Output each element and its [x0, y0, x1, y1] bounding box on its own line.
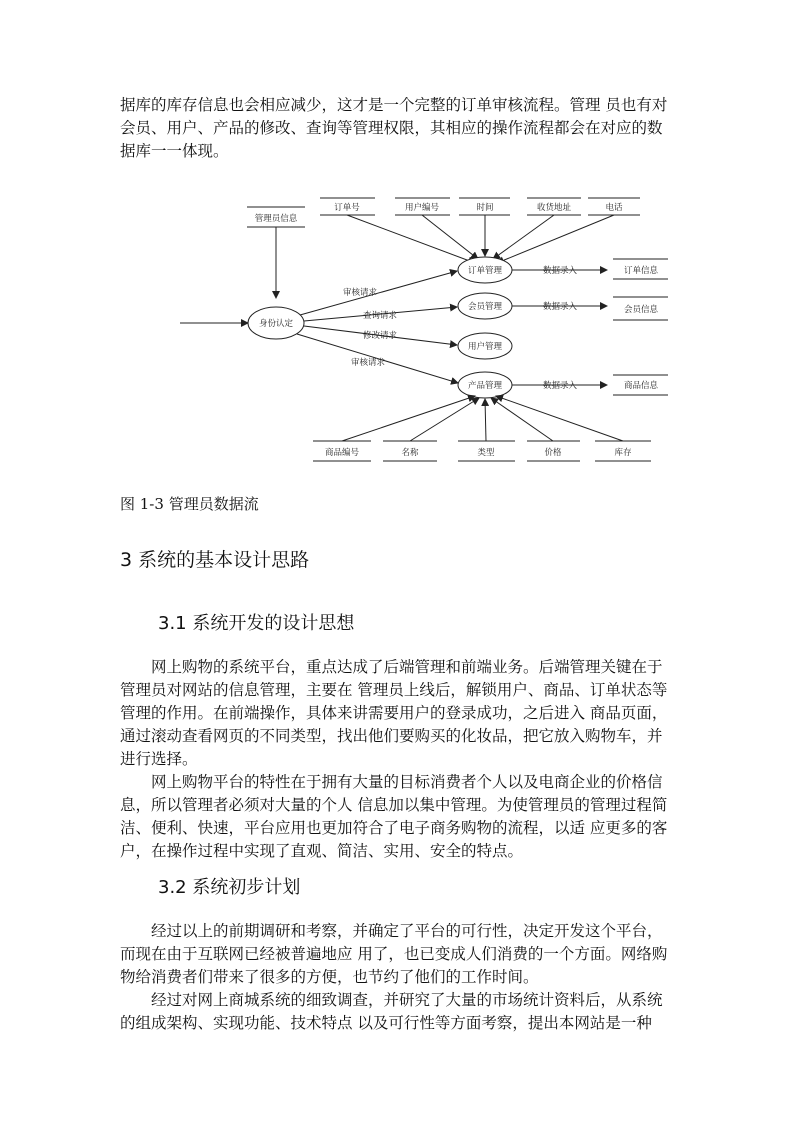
store-order-info — [613, 259, 668, 279]
flow-label-modify: 修改请求 — [363, 331, 398, 341]
entry-label-product: 数据录入 — [543, 381, 578, 391]
top-field-label: 用户编号 — [404, 203, 440, 213]
subsection-3-1-body — [120, 656, 675, 863]
bottom-field-price — [527, 441, 580, 461]
top-field-label: 收货地址 — [536, 203, 572, 213]
top-field-label: 时间 — [476, 203, 494, 213]
paragraph: 经过对网上商城系统的细致调查，并研究了大量的市场统计资料后，从系统的组成架构、实现功能、技术特点 以及可行性等方面考察，提出本网站是一种 — [120, 991, 663, 1032]
admin-data-flow-diagram — [175, 185, 675, 475]
paragraph: 网上购物的系统平台，重点达成了后端管理和前端业务。后端管理关键在于管理员对网站的信息管理，主要在 管理员上线后，解锁用户、商品、订单状态等管理的作用。在前端操作，具体来讲需要用户的登录成功，之后进入 商品页面，通过滚动查看网页的不同类型，找出他们要购买的化妆品，把它放入购物车，并进行选择。 — [120, 658, 668, 768]
process-order-management — [458, 257, 512, 283]
process-label: 用户管理 — [467, 342, 503, 352]
paragraph: 网上购物平台的特性在于拥有大量的目标消费者个人以及电商企业的价格信息，所以管理者必须对大量的个人 信息加以集中管理。为使管理员的管理过程简洁、便利、快速，平台应用也更加符合了电子商务购物的流程，以适 应更多的客户，在操作过程中实现了直观、简洁、实用、安全的特点。 — [120, 773, 668, 860]
store-product-info — [613, 375, 668, 395]
flow-label-review-1: 审核请求 — [343, 288, 378, 298]
store-member-info — [613, 297, 668, 320]
store-label: 商品信息 — [623, 381, 659, 391]
auth-label: 身份认定 — [258, 319, 294, 329]
store-label: 订单信息 — [623, 266, 659, 276]
bottom-field-label: 商品编号 — [324, 448, 360, 458]
bottom-field-product-no — [313, 441, 371, 461]
admin-info-label: 管理员信息 — [254, 214, 298, 224]
process-label: 产品管理 — [467, 381, 503, 391]
bottom-field-label: 价格 — [544, 448, 562, 458]
top-field-time — [459, 198, 510, 215]
entry-label-member: 数据录入 — [543, 302, 578, 312]
flow-label-query: 查询请求 — [363, 311, 398, 321]
bottom-field-stock — [595, 441, 651, 461]
admin-info-store — [247, 207, 305, 227]
flow-label-review-2: 审核请求 — [351, 358, 386, 368]
process-product-management — [458, 372, 512, 398]
bottom-field-name — [383, 441, 437, 461]
subsection-3-2-body — [120, 920, 675, 1035]
data-entry-arrows — [512, 270, 607, 385]
top-field-order-no — [320, 198, 375, 215]
store-label: 会员信息 — [623, 305, 659, 315]
bottom-field-label: 库存 — [614, 448, 632, 458]
top-field-phone — [588, 198, 640, 215]
top-field-user-no — [395, 198, 450, 215]
auth-process — [248, 307, 304, 339]
section-heading: 3 系统的基本设计思路 — [120, 549, 310, 571]
process-member-management — [458, 293, 512, 319]
figure-caption: 图 1-3 管理员数据流 — [120, 495, 259, 513]
top-field-address — [527, 198, 581, 215]
top-field-arrows — [347, 215, 614, 263]
process-label: 会员管理 — [467, 302, 503, 312]
subsection-heading-3-1: 3.1 系统开发的设计思想 — [158, 613, 355, 634]
paragraph: 经过以上的前期调研和考察，并确定了平台的可行性，决定开发这个平台，而现在由于互联网已经被普遍地应 用了，也已变成人们消费的一个方面。网络购物给消费者们带来了很多的方便，也节约了他们的工作时间。 — [120, 922, 668, 986]
intro-paragraph: 据库的库存信息也会相应减少，这才是一个完整的订单审核流程。管理 员也有对会员、用户、产品的修改、查询等管理权限，其相应的操作流程都会在对应的数据库一一体现。 — [120, 96, 668, 160]
bottom-field-label: 名称 — [401, 448, 419, 458]
process-label: 订单管理 — [467, 266, 503, 276]
process-user-management — [458, 333, 512, 359]
entry-label-order: 数据录入 — [543, 266, 578, 276]
top-field-label: 订单号 — [334, 203, 360, 213]
bottom-field-type — [458, 441, 515, 461]
top-field-label: 电话 — [605, 203, 623, 213]
bottom-field-arrows — [342, 396, 623, 441]
subsection-heading-3-2: 3.2 系统初步计划 — [158, 877, 301, 898]
bottom-field-label: 类型 — [477, 448, 495, 458]
